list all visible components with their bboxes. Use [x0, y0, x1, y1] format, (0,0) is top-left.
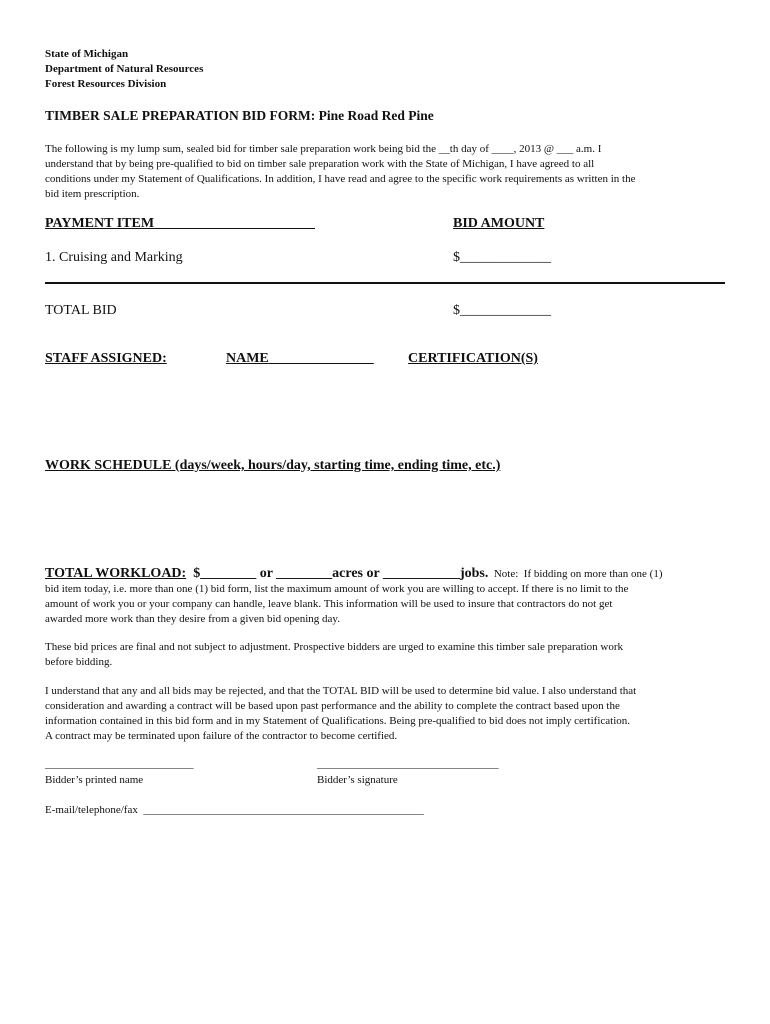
work-schedule-label: WORK SCHEDULE (days/week, hours/day, starting time, ending time, etc.) — [45, 458, 501, 473]
form-title: TIMBER SALE PREPARATION BID FORM: Pine Road Red Pine — [45, 108, 434, 123]
payment-item-underline — [154, 216, 315, 231]
final-prices-line: These bid prices are final and not subject to adjustment. Prospective bidders are urged to examine this timber sale preparation work — [45, 641, 624, 653]
certifications-header: CERTIFICATION(S) — [408, 351, 538, 366]
workload-note-line: awarded more work than they desire from a given bid opening day. — [45, 613, 340, 625]
contact-label: E-mail/telephone/fax — [45, 804, 138, 816]
signature-label: Bidder’s signature — [317, 774, 398, 786]
workload-note-start: Note: If bidding on more than one (1) — [488, 568, 663, 580]
staff-assigned-label: STAFF ASSIGNED: — [45, 351, 167, 366]
workload-note-line: bid item today, i.e. more than one (1) bid form, list the maximum amount of work you are willing to accept. If there is no limit to the — [45, 583, 629, 595]
header-department: Department of Natural Resources — [45, 63, 204, 75]
staff-name-label: NAME — [226, 351, 269, 366]
total-bid-label: TOTAL BID — [45, 303, 117, 318]
intro-line: conditions under my Statement of Qualifications. In addition, I have read and agree to the specific work requirements as written in the — [45, 173, 636, 185]
contact-line — [45, 804, 424, 816]
understanding-line: A contract may be terminated upon failure of the contractor to become certified. — [45, 730, 398, 742]
intro-line: bid item prescription. — [45, 188, 140, 200]
bid-amount-header: BID AMOUNT — [453, 216, 545, 231]
total-workload-label: TOTAL WORKLOAD: — [45, 566, 187, 581]
workload-note-line: amount of work you or your company can handle, leave blank. This information will be used to insure that contractors do not get — [45, 598, 613, 610]
item-cruising-marking: 1. Cruising and Marking — [45, 250, 183, 265]
final-prices-paragraph — [45, 640, 735, 670]
understanding-line: information contained in this bid form and in my Statement of Qualifications. Being pre-qualified to bid does not imply certification. — [45, 715, 631, 727]
staff-name-header — [226, 351, 374, 367]
understanding-line: consideration and awarding a contract will be based upon past performance and the ability to complete the contract based upon the — [45, 700, 620, 712]
item-cruising-amount-field[interactable]: $_____________ — [453, 250, 551, 265]
total-bid-amount-field[interactable]: $_____________ — [453, 303, 551, 318]
header-division: Forest Resources Division — [45, 78, 167, 90]
workload-note-paragraph — [45, 582, 735, 627]
payment-item-label: PAYMENT ITEM — [45, 216, 155, 231]
intro-paragraph — [45, 142, 735, 202]
staff-name-underline — [269, 351, 374, 366]
printed-name-label: Bidder’s printed name — [45, 774, 144, 786]
total-workload-fields[interactable]: $________ or ________acres or ___________jobs. — [186, 566, 489, 581]
intro-line: The following is my lump sum, sealed bid for timber sale preparation work being bid the __th day of ____, 2013 @ ___ a.m. I — [45, 143, 602, 155]
signature-field[interactable]: _________________________________ — [317, 758, 499, 770]
header-state: State of Michigan — [45, 48, 129, 60]
intro-line: understand that by being pre-qualified to bid on timber sale preparation work with the State of Michigan, I have agreed to all — [45, 158, 595, 170]
final-prices-line: before bidding. — [45, 656, 113, 668]
contact-field[interactable]: ___________________________________________________ — [137, 804, 424, 816]
section-divider — [45, 282, 725, 284]
payment-item-header — [45, 216, 315, 232]
printed-name-field[interactable]: ___________________________ — [45, 758, 194, 770]
understanding-line: I understand that any and all bids may be rejected, and that the TOTAL BID will be used to determine bid value. I also understand that — [45, 685, 637, 697]
total-workload-line — [45, 564, 663, 582]
understanding-paragraph — [45, 684, 735, 744]
